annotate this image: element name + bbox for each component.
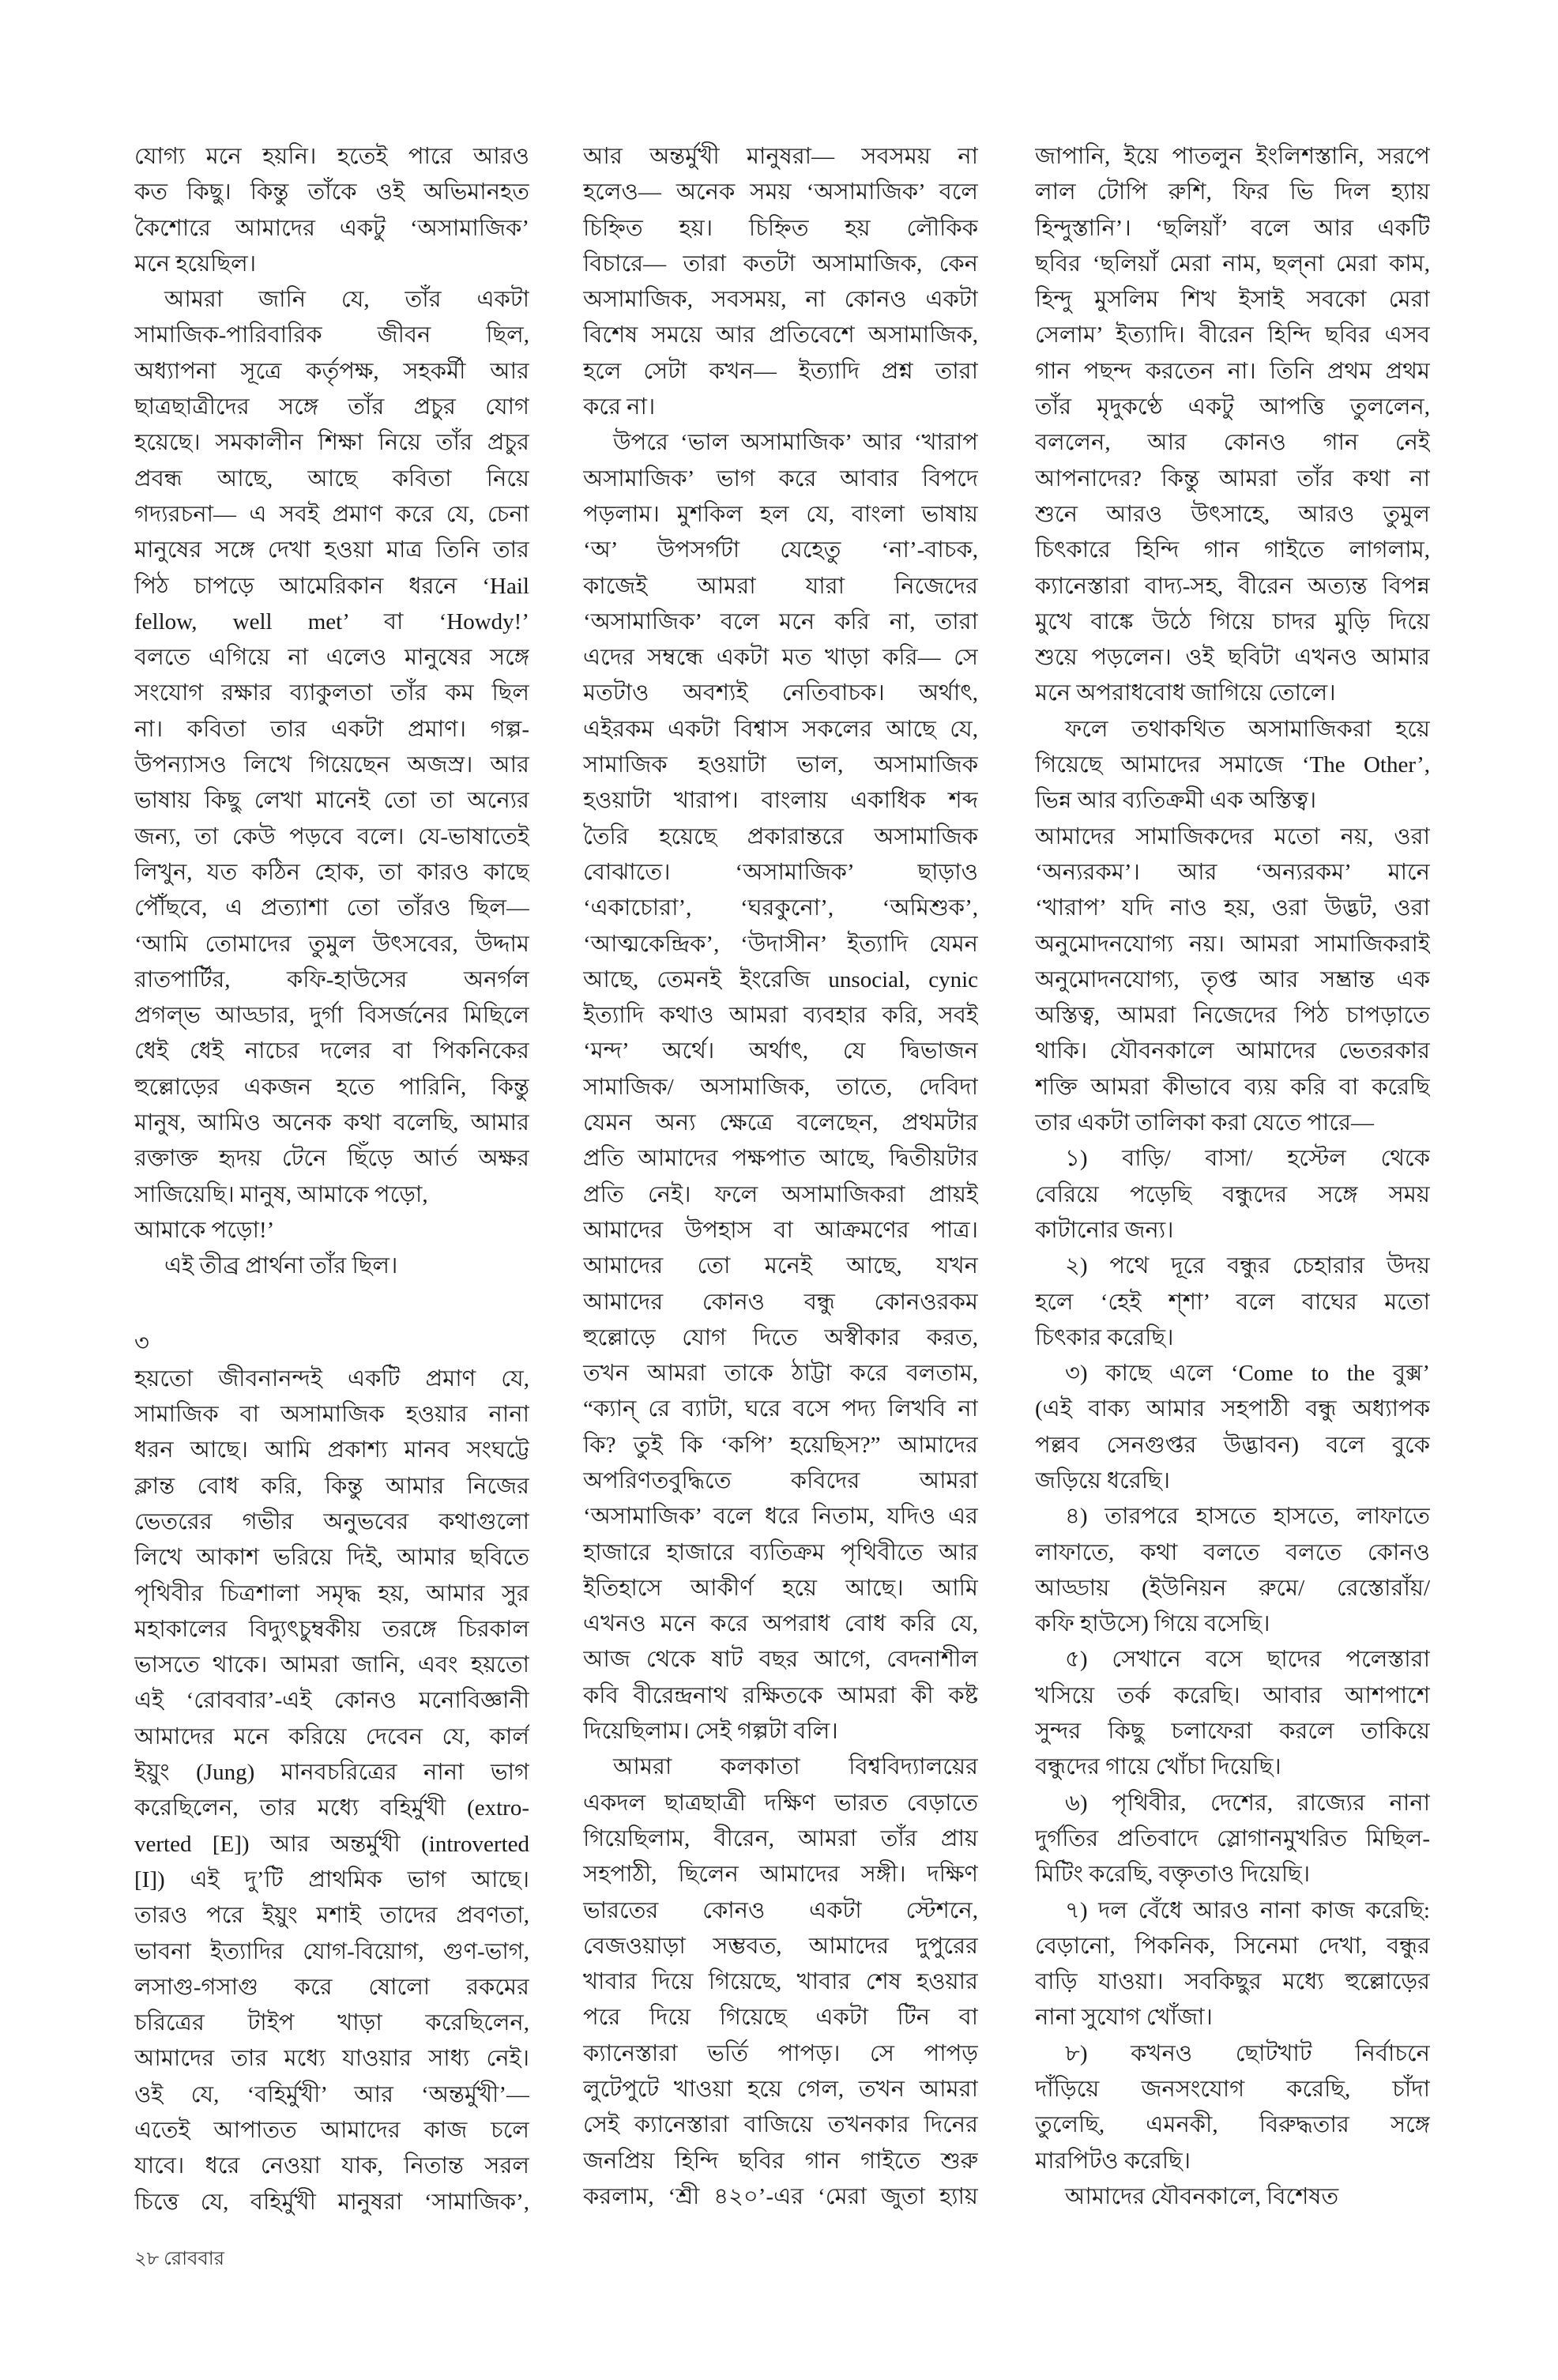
text-line: আমাদের মনে করিয়ে দেবেন যে, কার্ল	[134, 1723, 529, 1749]
text-line: ছবির ‘ছলিয়াঁ মেরা নাম, ছল্‌না মেরা কাম,	[1035, 250, 1430, 277]
text-line: অসামাজিক’ ভাগ করে আবার বিপদে	[583, 465, 978, 491]
text-line: বললেন, আর কোনও গান নেই	[1035, 430, 1430, 456]
text-line: ক্যানেস্তারা বাদ্য-সহ, বীরেন অত্যন্ত বিপন্ন	[1035, 573, 1430, 599]
text-line: কৈশোরে আমাদের একটু ‘অসামাজিক’	[134, 215, 529, 241]
text-line: যোগ্য মনে হয়নি। হতেই পারে আরও	[134, 144, 529, 169]
text-line: গদ্যরচনা— এ সবই প্রমাণ করে যে, চেনা	[134, 501, 529, 527]
text-line: ১) বাড়ি/ বাসা/ হস্টেল থেকে	[1065, 1146, 1430, 1172]
text-line: যেমন অন্য ক্ষেত্রে বলেছেন, প্রথমটার	[583, 1110, 978, 1136]
text-line: পড়লাম। মুশকিল হল যে, বাংলা ভাষায়	[583, 501, 978, 527]
text-line: হয়েছে। সমকালীন শিক্ষা নিয়ে তাঁর প্রচুর	[134, 430, 529, 456]
text-line: ধরন আছে। আমি প্রকাশ্য মানব সংঘট্টে	[134, 1437, 529, 1463]
text-line: বন্ধুদের গায়ে খোঁচা দিয়েছি।	[1035, 1754, 1281, 1780]
text-line: লসাগু-গসাগু করে ষোলো রকমের	[134, 1974, 529, 2000]
text-line: বলতে এগিয়ে না এলেও মানুষের সঙ্গে	[134, 645, 529, 671]
text-line: এই তীব্র প্রার্থনা তাঁর ছিল।	[164, 1253, 398, 1279]
text-line: ভারতের কোনও একটা স্টেশনে,	[583, 1897, 978, 1923]
text-line: মিটিং করেছি, বক্তৃতাও দিয়েছি।	[1035, 1862, 1311, 1888]
text-line: চরিত্রের টাইপ খাড়া করেছিলেন,	[134, 2010, 529, 2036]
text-line: ৮) কখনও ছোটখাট নির্বাচনে	[1065, 2040, 1430, 2066]
text-line: করে না।	[583, 394, 656, 420]
text-line: একদল ছাত্রছাত্রী দক্ষিণ ভারত বেড়াতে	[583, 1790, 978, 1816]
text-line: তাঁর মৃদুকণ্ঠে একটু আপত্তি তুললেন,	[1035, 394, 1430, 420]
text-line: আর অন্তর্মুখী মানুষরা— সবসময় না	[583, 144, 978, 169]
text-line: কফি হাউসে) গিয়ে বসেছি।	[1035, 1611, 1270, 1637]
text-line: হলে সেটা কখন— ইত্যাদি প্রশ্ন তারা	[583, 358, 978, 384]
text-line: করলাম, ‘শ্রী ৪২০’-এর ‘মেরা জুতা হ্যায়	[583, 2183, 978, 2209]
text-line: আমাদের তার মধ্যে যাওয়ার সাধ্য নেই।	[134, 2046, 529, 2072]
text-line: এতেই আপাতত আমাদের কাজ চলে	[134, 2118, 529, 2144]
text-line: হলে ‘হেই শ্‌শা’ বলে বাঘের মতো	[1035, 1289, 1430, 1315]
text-line: সুন্দর কিছু চলাফেরা করলে তাকিয়ে	[1035, 1719, 1430, 1745]
text-line: ইত্যাদি কথাও আমরা ব্যবহার করি, সবই	[583, 1003, 978, 1029]
text-line: ভাবনা ইত্যাদির যোগ-বিয়োগ, গুণ-ভাগ,	[134, 1938, 529, 1964]
text-line: হলেও— অনেক সময় ‘অসামাজিক’ বলে	[583, 179, 978, 205]
text-line: চিত্তে যে, বহির্মুখী মানুষরা ‘সামাজিক’,	[134, 2189, 529, 2215]
spacer	[134, 1285, 529, 1326]
text-line: verted [E]) আর অন্তর্মুখী (introverted	[134, 1831, 529, 1857]
text-line: জড়িয়ে ধরেছি।	[1035, 1467, 1171, 1493]
text-line: সেলাম’ ইত্যাদি। বীরেন হিন্দি ছবির এসব	[1035, 322, 1430, 348]
text-line: উপরে ‘ভাল অসামাজিক’ আর ‘খারাপ	[613, 430, 978, 456]
text-line: অনুমোদনযোগ্য নয়। আমরা সামাজিকরাই	[1035, 931, 1430, 957]
text-line: বিচারে— তারা কতটা অসামাজিক, কেন	[583, 250, 978, 277]
text-line: কাজেই আমরা যারা নিজেদের	[583, 573, 978, 599]
text-line: দাঁড়িয়ে জনসংযোগ করেছি, চাঁদা	[1035, 2077, 1430, 2103]
text-line: শুনে আরও উৎসাহে, আরও তুমুল	[1035, 501, 1430, 527]
text-line: উপন্যাসও লিখে গিয়েছেন অজস্র। আর	[134, 752, 529, 778]
text-line: হিন্দু মুসলিম শিখ ইসাই সবকো মেরা	[1035, 287, 1430, 313]
text-line: ভাষায় কিছু লেখা মানেই তো তা অন্যের	[134, 788, 529, 814]
text-line: লিখুন, যত কঠিন হোক, তা কারও কাছে	[134, 859, 529, 885]
text-line: কত কিছু। কিন্তু তাঁকে ওই অভিমানহত	[134, 179, 529, 205]
text-line: পিঠ চাপড়ে আমেরিকান ধরনে ‘Hail	[134, 573, 529, 599]
text-line: লাফাতে, কথা বলতে বলতে কোনও	[1035, 1539, 1430, 1565]
text-line: প্রগল্‌ভ আড্ডার, দুর্গা বিসর্জনের মিছিলে	[134, 1003, 529, 1029]
text-line: অস্তিত্ব, আমরা নিজেদের পিঠ চাপড়াতে	[1035, 1003, 1430, 1029]
text-line: আমাদের তো মনেই আছে, যখন	[583, 1253, 978, 1279]
article-column-2	[583, 139, 978, 2215]
text-line: ভেতরের গভীর অনুভবের কথাগুলো	[134, 1508, 529, 1535]
text-line: তুলেছি, এমনকী, বিরুদ্ধতার সঙ্গে	[1035, 2112, 1430, 2138]
text-line: হাজারে হাজারে ব্যতিক্রম পৃথিবীতে আর	[583, 1539, 978, 1565]
text-line: ‘অন্যরকম’। আর ‘অন্যরকম’ মানে	[1035, 859, 1430, 885]
text-line: আজ থেকে ষাট বছর আগে, বেদনাশীল	[583, 1647, 978, 1673]
text-line: সামাজিক বা অসামাজিক হওয়ার নানা	[134, 1402, 529, 1428]
text-line: হিন্দুস্তানি’। ‘ছলিয়াঁ’ বলে আর একটি	[1035, 215, 1430, 241]
text-line: আমরা জানি যে, তাঁর একটা	[164, 287, 529, 313]
text-line: নানা সুযোগ খোঁজা।	[1035, 2005, 1213, 2031]
text-line: ‘অসামাজিক’ বলে মনে করি না, তারা	[583, 608, 978, 635]
text-line: সামাজিক-পারিবারিক জীবন ছিল,	[134, 322, 529, 348]
text-line: গান পছন্দ করতেন না। তিনি প্রথম প্রথম	[1035, 358, 1430, 384]
text-line: আছে, তেমনই ইংরেজি unsocial, cynic	[583, 966, 978, 992]
text-line: শুয়ে পড়লেন। ওই ছবিটা এখনও আমার	[1035, 645, 1430, 671]
text-line: ছাত্রছাত্রীদের সঙ্গে তাঁর প্রচুর যোগ	[134, 394, 529, 420]
text-line: করেছিলেন, তার মধ্যে বহির্মুখী (extro-	[134, 1795, 529, 1821]
text-line: জন্য, তা কেউ পড়বে বলে। যে-ভাষাতেই	[134, 823, 529, 849]
page-footer-folio: ২৮ রোববার	[134, 2249, 224, 2269]
text-line: ফলে তথাকথিত অসামাজিকরা হয়ে	[1065, 716, 1430, 742]
text-line: বেজওয়াড়া সম্ভবত, আমাদের দুপুরের	[583, 1933, 978, 1959]
text-line: ধেই ধেই নাচের দলের বা পিকনিকের	[134, 1038, 529, 1064]
text-line: আপনাদের? কিন্তু আমরা তাঁর কথা না	[1035, 465, 1430, 491]
text-line: ভিন্ন আর ব্যতিক্রমী এক অস্তিত্ব।	[1035, 788, 1317, 814]
text-line: ৬) পৃথিবীর, দেশের, রাজ্যের নানা	[1065, 1790, 1430, 1816]
text-line: মানুষের সঙ্গে দেখা হওয়া মাত্র তিনি তার	[134, 537, 529, 563]
text-line: মনে অপরাধবোধ জাগিয়ে তোলে।	[1035, 680, 1336, 706]
text-line: চিৎকার করেছি।	[1035, 1324, 1174, 1350]
text-line: যাবে। ধরে নেওয়া যাক, নিতান্ত সরল	[134, 2153, 529, 2179]
text-line: দুর্গতির প্রতিবাদে স্লোগানমুখরিত মিছিল-	[1035, 1825, 1430, 1851]
text-line: মতটাও অবশ্যই নেতিবাচক। অর্থাৎ,	[583, 680, 978, 706]
text-line: আমাদের যৌবনকালে, বিশেষত	[1065, 2183, 1339, 2209]
text-line: কি? তুই কি ‘কপি’ হয়েছিস?” আমাদের	[583, 1432, 978, 1458]
text-line: খসিয়ে তর্ক করেছি। আবার আশপাশে	[1035, 1682, 1430, 1708]
text-line: আড্ডায় (ইউনিয়ন রুমে/ রেস্তোরাঁয়/	[1035, 1575, 1430, 1601]
text-line: তৈরি হয়েছে প্রকারান্তরে অসামাজিক	[583, 823, 978, 849]
article-column-3	[1035, 139, 1430, 2215]
text-line: না। কবিতা তার একটা প্রমাণ। গল্প-	[134, 716, 529, 742]
text-line: ক্যানেস্তারা ভর্তি পাপড়। সে পাপড়	[583, 2040, 978, 2066]
text-line: ২) পথে দূরে বন্ধুর চেহারার উদয়	[1065, 1253, 1430, 1279]
text-line: আমাকে পড়ো!’	[134, 1217, 275, 1243]
text-line: গিয়েছে আমাদের সমাজে ‘The Other’,	[1035, 752, 1430, 778]
text-line: [I]) এই দু’টি প্রাথমিক ভাগ আছে।	[134, 1866, 529, 1892]
text-line: গিয়েছিলাম, বীরেন, আমরা তাঁর প্রায়	[583, 1825, 978, 1851]
text-line: মহাকালের বিদ্যুৎচুম্বকীয় তরঙ্গে চিরকাল	[134, 1616, 529, 1642]
text-line: অনুমোদনযোগ্য, তৃপ্ত আর সম্ভ্রান্ত এক	[1035, 966, 1430, 992]
text-line: আমাদের উপহাস বা আক্রমণের পাত্র।	[583, 1217, 978, 1243]
text-line: সংযোগ রক্ষার ব্যাকুলতা তাঁর কম ছিল	[134, 680, 529, 706]
text-line: এই ‘রোববার’-এই কোনও মনোবিজ্ঞানী	[134, 1688, 529, 1714]
text-line: ৭) দল বেঁধে আরও নানা কাজ করেছি:	[1065, 1897, 1430, 1923]
text-line: ওই যে, ‘বহির্মুখী’ আর ‘অন্তর্মুখী’—	[134, 2081, 529, 2107]
text-line: কবি বীরেন্দ্রনাথ রক্ষিতকে আমরা কী কষ্ট	[583, 1682, 978, 1708]
text-line: রাতপার্টির, কফি-হাউসের অনর্গল	[134, 966, 529, 992]
text-line: ‘খারাপ’ যদি নাও হয়, ওরা উদ্ভট, ওরা	[1035, 895, 1430, 921]
text-line: fellow, well met’ বা ‘Howdy!’	[134, 608, 529, 635]
text-line: ৪) তারপরে হাসতে হাসতে, লাফাতে	[1065, 1504, 1430, 1530]
text-line: হুল্লোড়ে যোগ দিতে অস্বীকার করত,	[583, 1324, 978, 1350]
text-line: অসামাজিক, সবসময়, না কোনও একটা	[583, 287, 978, 313]
text-line: লুটেপুটে খাওয়া হয়ে গেল, তখন আমরা	[583, 2077, 978, 2103]
text-line: বিশেষ সময়ে আর প্রতিবেশে অসামাজিক,	[583, 322, 978, 348]
text-line: লাল টোপি রুশি, ফির ভি দিল হ্যায়	[1035, 179, 1430, 205]
text-line: মানুষ, আমিও অনেক কথা বলেছি, আমার	[134, 1110, 529, 1136]
text-line: আমাদের কোনও বন্ধু কোনওরকম	[583, 1289, 978, 1315]
text-line: সামাজিক হওয়াটা ভাল, অসামাজিক	[583, 752, 978, 778]
text-line: ‘আত্মকেন্দ্রিক’, ‘উদাসীন’ ইত্যাদি যেমন	[583, 931, 978, 957]
text-line: বোঝাতে। ‘অসামাজিক’ ছাড়াও	[583, 859, 978, 885]
text-line: বাড়ি যাওয়া। সবকিছুর মধ্যে হুল্লোড়ের	[1035, 1969, 1430, 1995]
text-line: বেড়ানো, পিকনিক, সিনেমা দেখা, বন্ধুর	[1035, 1933, 1430, 1959]
text-line: দিয়েছিলাম। সেই গল্পটা বলি।	[583, 1719, 838, 1745]
text-line: সহপাঠী, ছিলেন আমাদের সঙ্গী। দক্ষিণ	[583, 1862, 978, 1888]
text-line: আমরা কলকাতা বিশ্ববিদ্যালয়ের	[613, 1754, 978, 1780]
text-line: কাটানোর জন্য।	[1035, 1217, 1174, 1243]
text-line: শক্তি আমরা কীভাবে ব্যয় করি বা করেছি	[1035, 1074, 1430, 1100]
text-line: হয়তো জীবনানন্দই একটি প্রমাণ যে,	[134, 1365, 529, 1391]
text-line: ‘অসামাজিক’ বলে ধরে নিতাম, যদিও এর	[583, 1504, 978, 1530]
text-line: তারও পরে ইয়ুং মশাই তাদের প্রবণতা,	[134, 1903, 529, 1929]
text-line: বেরিয়ে পড়েছি বন্ধুদের সঙ্গে সময়	[1035, 1181, 1430, 1207]
text-line: পল্লব সেনগুপ্তর উদ্ভাবন) বলে বুকে	[1035, 1432, 1430, 1458]
text-line: জনপ্রিয় হিন্দি ছবির গান গাইতে শুরু	[583, 2148, 978, 2174]
text-line: (এই বাক্য আমার সহপাঠী বন্ধু অধ্যাপক	[1035, 1396, 1430, 1422]
text-line: সামাজিক/ অসামাজিক, তাতে, দেবিদা	[583, 1074, 978, 1100]
text-line: রক্তাক্ত হৃদয় টেনে ছিঁড়ে আর্ত অক্ষর	[134, 1146, 529, 1172]
text-line: এখনও মনে করে অপরাধ বোধ করি যে,	[583, 1611, 978, 1637]
text-line: ৫) সেখানে বসে ছাদের পলেস্তারা	[1065, 1647, 1430, 1673]
text-line: পৌঁছবে, এ প্রত্যাশা তো তাঁরও ছিল—	[134, 895, 529, 921]
text-line: পরে দিয়ে গিয়েছে একটা টিন বা	[583, 2005, 978, 2031]
text-line: ‘একাচোরা’, ‘ঘরকুনো’, ‘অমিশুক’,	[583, 895, 978, 921]
text-line: থাকি। যৌবনকালে আমাদের ভেতরকার	[1035, 1038, 1430, 1064]
text-line: খাবার দিয়ে গিয়েছে, খাবার শেষ হওয়ার	[583, 1969, 978, 1995]
text-line: ৩) কাছে এলে ‘Come to the বুক্স’	[1065, 1361, 1430, 1387]
text-line: ‘মন্দ’ অর্থে। অর্থাৎ, যে দ্বিভাজন	[583, 1038, 978, 1064]
text-line: লিখে আকাশ ভরিয়ে দিই, আমার ছবিতে	[134, 1545, 529, 1571]
text-line: সেই ক্যানেস্তারা বাজিয়ে তখনকার দিনের	[583, 2112, 978, 2138]
text-line: হুল্লোড়ের একজন হতে পারিনি, কিন্তু	[134, 1074, 529, 1100]
text-line: ‘অ’ উপসর্গটা যেহেতু ‘না’-বাচক,	[583, 537, 978, 563]
text-line: ইয়ুং (Jung) মানবচরিত্রের নানা ভাগ	[134, 1760, 529, 1786]
text-line: জাপানি, ইয়ে পাতলুন ইংলিশস্তানি, সরপে	[1035, 144, 1430, 169]
text-line: মারপিটও করেছি।	[1035, 2148, 1191, 2174]
text-line: হওয়াটা খারাপ। বাংলায় একাধিক শব্দ	[583, 788, 978, 814]
text-line: তখন আমরা তাকে ঠাট্টা করে বলতাম,	[583, 1361, 978, 1387]
text-line: ইতিহাসে আকীর্ণ হয়ে আছে। আমি	[583, 1575, 978, 1601]
text-line: আমাদের সামাজিকদের মতো নয়, ওরা	[1035, 823, 1430, 849]
text-line: চিহ্নিত হয়। চিহ্নিত হয় লৌকিক	[583, 215, 978, 241]
text-line: এদের সম্বন্ধে একটা মত খাড়া করি— সে	[583, 645, 978, 671]
text-line: প্রতি আমাদের পক্ষপাত আছে, দ্বিতীয়টার	[583, 1146, 978, 1172]
text-line: পৃথিবীর চিত্রশালা সমৃদ্ধ হয়, আমার সুর	[134, 1580, 529, 1606]
text-line: “ক্যান্‌ রে ব্যাটা, ঘরে বসে পদ্য লিখবি না	[583, 1396, 978, 1422]
text-line: অধ্যাপনা সূত্রে কর্তৃপক্ষ, সহকর্মী আর	[134, 358, 529, 384]
text-line: অপরিণতবুদ্ধিতে কবিদের আমরা	[583, 1467, 978, 1493]
text-line: ভাসতে থাকে। আমরা জানি, এবং হয়তো	[134, 1652, 529, 1678]
section-number: ৩	[134, 1330, 149, 1356]
text-line: মনে হয়েছিল।	[134, 250, 257, 277]
text-line: তার একটা তালিকা করা যেতে পারে—	[1035, 1110, 1374, 1136]
text-line: প্রতি নেই। ফলে অসামাজিকরা প্রায়ই	[583, 1181, 978, 1207]
article-column-1	[134, 139, 529, 2220]
text-line: প্রবন্ধ আছে, আছে কবিতা নিয়ে	[134, 465, 529, 491]
text-line: ‘আমি তোমাদের তুমুল উৎসবের, উদ্দাম	[134, 931, 529, 957]
text-line: মুখে বাঙ্কে উঠে গিয়ে চাদর মুড়ি দিয়ে	[1035, 608, 1430, 635]
text-line: চিৎকারে হিন্দি গান গাইতে লাগলাম,	[1035, 537, 1430, 563]
text-line: এইরকম একটা বিশ্বাস সকলের আছে যে,	[583, 716, 978, 742]
text-line: ক্লান্ত বোধ করি, কিন্তু আমার নিজের	[134, 1473, 529, 1499]
text-line: সাজিয়েছি। মানুষ, আমাকে পড়ো,	[134, 1181, 428, 1207]
